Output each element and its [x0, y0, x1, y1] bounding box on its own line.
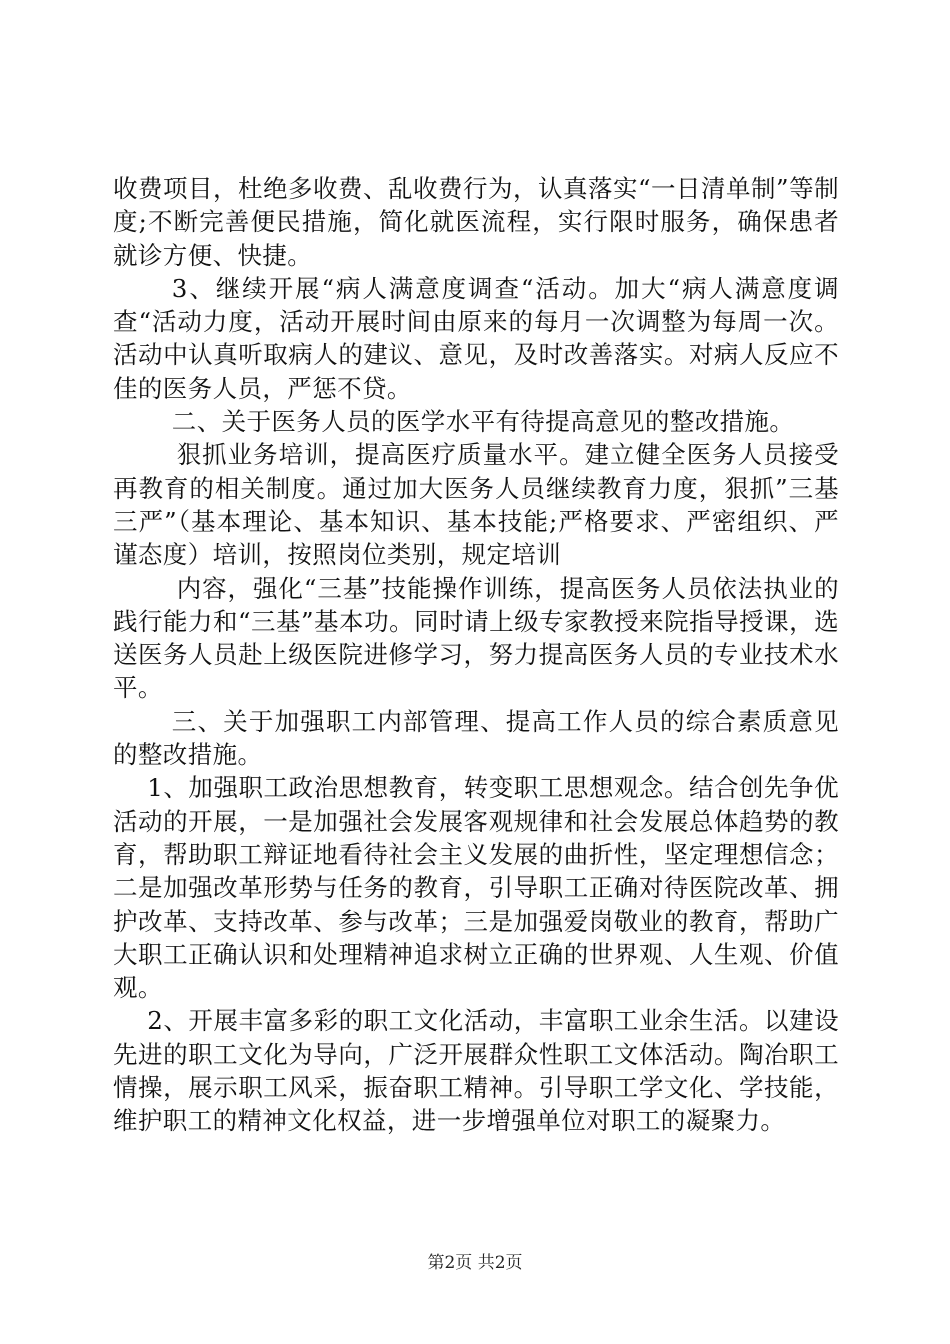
document-body	[113, 172, 839, 1138]
heading-medical-level: 二、关于医务人员的医学水平有待提高意见的整改措施。	[171, 407, 795, 437]
paragraph-training: 狠抓业务培训，提高医疗质量水平。建立健全医务人员接受再教育的相关制度。通过加大医务人员继续教育力度，狠抓”三基三严”（基本理论、基本知识、基本技能;严格要求、严密组织、严谨态度）培训，按照岗位类别，规定培训	[113, 440, 839, 570]
paragraph-political-education: 1、加强职工政治思想教育，转变职工思想观念。结合创先争优活动的开展，一是加强社会发展客观规律和社会发展总体趋势的教育，帮助职工辩证地看待社会主义发展的曲折性，坚定理想信念；二是加强改革形势与任务的教育，引导职工正确对待医院改革、拥护改革、支持改革、参与改革；三是加强爱岗敬业的教育，帮助广大职工正确认识和处理精神追求树立正确的世界观、人生观、价值观。	[113, 773, 839, 1003]
page-number-footer: 第2页 共2页	[427, 1253, 523, 1273]
heading-staff-management: 三、关于加强职工内部管理、提高工作人员的综合素质意见的整改措施。	[113, 706, 839, 770]
paragraph-satisfaction-survey: 3、继续开展“病人满意度调查“活动。加大“病人满意度调查“活动力度，活动开展时间由原来的每月一次调整为每周一次。活动中认真听取病人的建议、意见，及时改善落实。对病人反应不佳的医务人员，严惩不贷。	[113, 273, 839, 403]
paragraph-cultural-activities: 2、开展丰富多彩的职工文化活动，丰富职工业余生活。以建设先进的职工文化为导向，广泛开展群众性职工文体活动。陶冶职工情操，展示职工风采，振奋职工精神。引导职工学文化、学技能，维护职工的精神文化权益，进一步增强单位对职工的凝聚力。	[113, 1006, 839, 1136]
paragraph-training-content: 内容，强化“三基”技能操作训练，提高医务人员依法执业的践行能力和“三基”基本功。同时请上级专家教授来院指导授课，选送医务人员赴上级医院进修学习，努力提高医务人员的专业技术水平。	[113, 573, 839, 703]
paragraph-fee-items: 收费项目，杜绝多收费、乱收费行为，认真落实“一日清单制”等制度;不断完善便民措施，简化就医流程，实行限时服务，确保患者就诊方便、快捷。	[113, 174, 839, 270]
